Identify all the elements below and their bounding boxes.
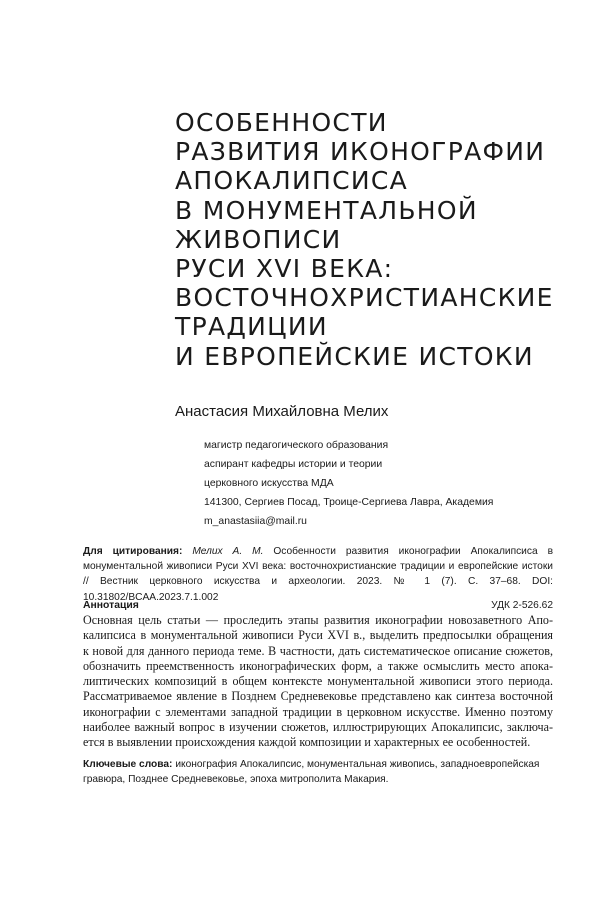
abstract-line: обозначить преемственность иконографических форм, а также осмыслить место апока- xyxy=(83,658,553,673)
author-affiliation xyxy=(204,436,493,531)
article-title xyxy=(175,108,575,371)
title-line: РУСИ XVI ВЕКА: xyxy=(175,254,394,284)
title-line: И ЕВРОПЕЙСКИЕ ИСТОКИ xyxy=(175,341,534,371)
abstract-line: Рассматриваемое явление в Позднем Средневековье представлено как синтеза восточной xyxy=(83,689,553,704)
affiliation-address: 141300, Сергиев Посад, Троице-Сергиева Лавра, Академия xyxy=(204,497,494,508)
affiliation-institution: церковного искусства МДА xyxy=(204,478,334,489)
author-email[interactable]: m_anastasiia@mail.ru xyxy=(204,516,307,527)
citation-text: Особенности развития иконографии Апокалипсиса в монументальной живописи Руси XVI века: восточнохристианские традиции и европейские истоки // Вестник церковного искусства и археологии. 2023. № 1 (7). С. 37–68. DOI: 10.31802/BCAA.2023.7.1.002 xyxy=(83,546,553,603)
title-line: В МОНУМЕНТАЛЬНОЙ xyxy=(175,195,478,225)
title-line: РАЗВИТИЯ ИКОНОГРАФИИ xyxy=(175,137,546,167)
abstract-line: калипсиса в монументальной живописи Руси XVI в., выделить предпосылки обращения xyxy=(83,628,553,643)
author-name: Анастасия Михайловна Мелих xyxy=(175,403,389,420)
udc-code: УДК 2-526.62 xyxy=(491,600,553,611)
citation-label: Для цитирования: xyxy=(83,546,183,557)
abstract-label: Аннотация xyxy=(83,600,139,611)
citation-author: Мелих А. М. xyxy=(192,546,264,557)
title-line: АПОКАЛИПСИСА xyxy=(175,166,409,196)
abstract-line: иконографии с элементами западной традиции в церковном искусстве. Именно поэтому xyxy=(83,704,553,719)
abstract-text xyxy=(83,613,553,751)
abstract-header xyxy=(83,599,553,613)
affiliation-degree: магистр педагогического образования xyxy=(204,440,389,451)
abstract-line: ется в выявлении происхождения каждой композиции и характерных ее особенностей. xyxy=(83,735,531,750)
keywords-text: иконография Апокалипсис, монументальная живопись, западноевропейская гравюра, Позднее Средневековье, эпоха митрополита Макария. xyxy=(83,759,540,786)
affiliation-position: аспирант кафедры истории и теории xyxy=(204,459,383,470)
citation-block xyxy=(83,544,553,605)
title-line: ЖИВОПИСИ xyxy=(175,224,342,254)
abstract-line: наиболее важный вопрос в изучении сюжетов, иллюстрирующих Апокалипсис, заключа- xyxy=(83,720,553,735)
keywords-label: Ключевые слова: xyxy=(83,759,173,770)
keywords-block xyxy=(83,757,553,787)
title-line: ТРАДИЦИИ xyxy=(175,312,328,342)
title-line: ОСОБЕННОСТИ xyxy=(175,108,388,137)
title-line: ВОСТОЧНОХРИСТИАНСКИЕ xyxy=(175,283,554,313)
abstract-line: Основная цель статьи — проследить этапы развития иконографии новозаветного Апо- xyxy=(83,613,553,627)
abstract-line: к новой для данного периода теме. В частности, дать систематическое описание сюжетов, xyxy=(83,643,553,658)
abstract-line: липтических композиций в общем контексте монументальной живописи этого периода. xyxy=(83,674,553,689)
